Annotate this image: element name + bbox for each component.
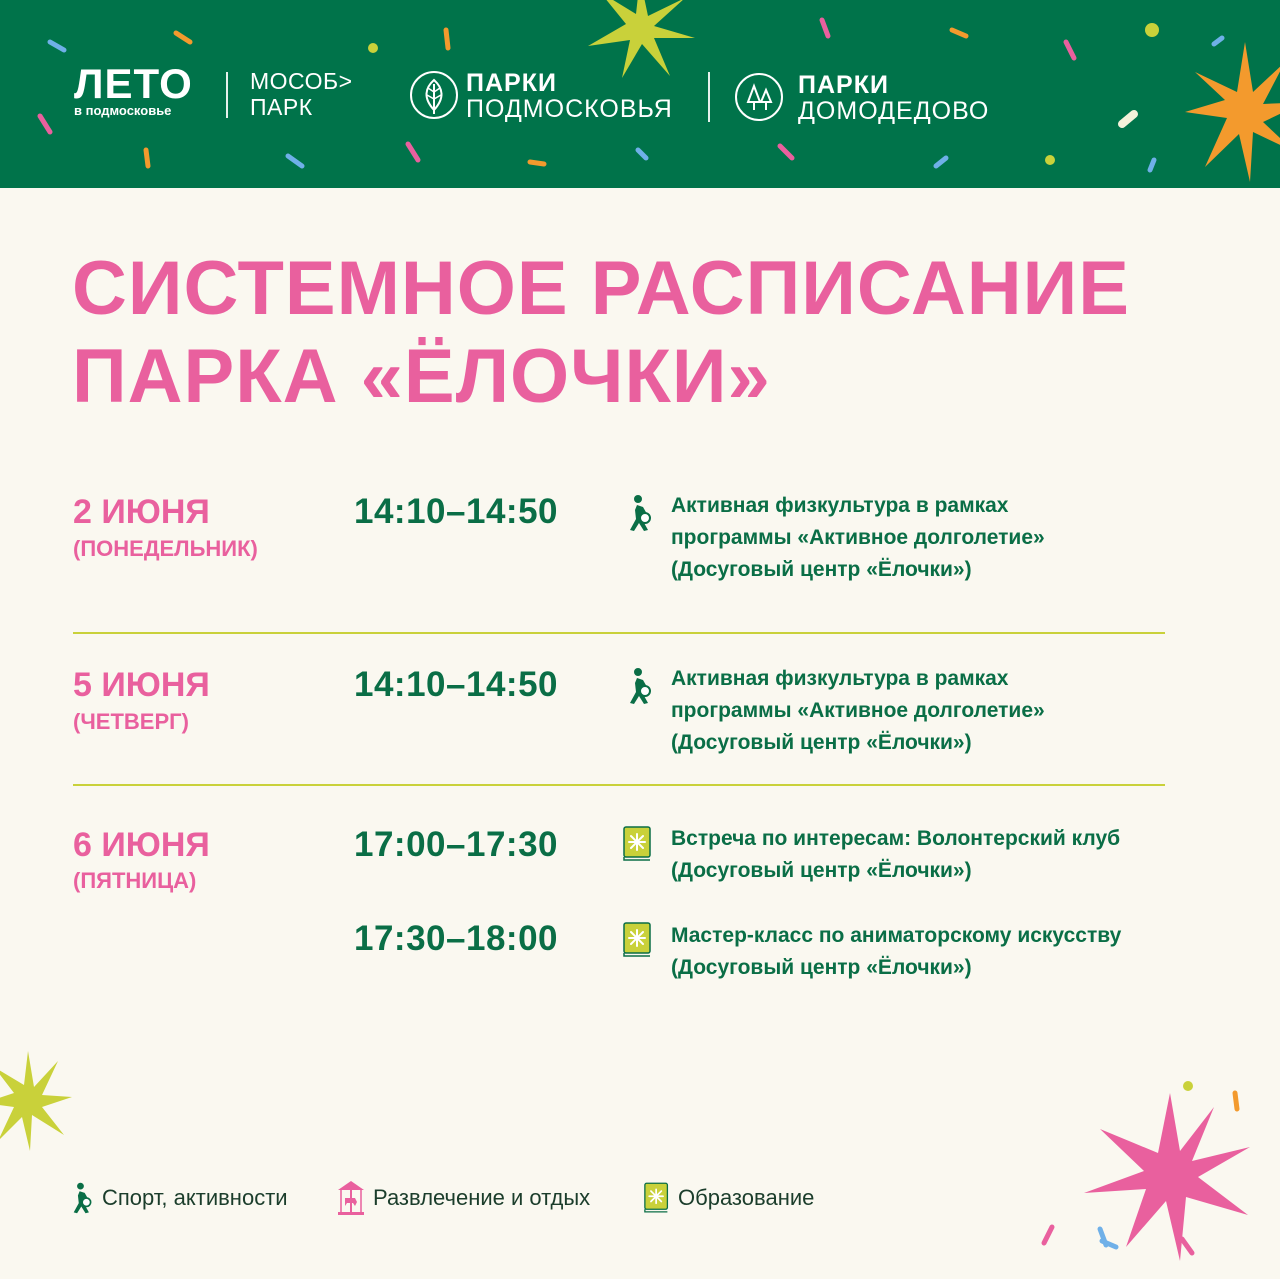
event-line: программы «Активное долголетие»	[671, 699, 1045, 722]
legend-label: Спорт, активности	[102, 1185, 288, 1210]
event-line: (Досуговый центр «Ёлочки»)	[671, 558, 972, 581]
event-time: 14:10–14:50	[354, 492, 558, 531]
logo-parki-line1: ПАРКИ	[798, 71, 889, 99]
event-description	[671, 490, 1191, 586]
logo-mosobpark-line1: МОСОБ>	[250, 68, 353, 94]
legend-item-education	[644, 1180, 814, 1216]
event-time: 17:30–18:00	[354, 919, 558, 958]
logo-parki-line2: ДОМОДЕДОВО	[798, 97, 990, 125]
event-line: программы «Активное долголетие»	[671, 526, 1045, 549]
logo-separator	[226, 72, 228, 118]
page-title-line1: СИСТЕМНОЕ РАСПИСАНИЕ	[72, 246, 1130, 331]
logo-leto-title: ЛЕТО	[74, 60, 193, 107]
event-description	[671, 663, 1191, 759]
lime-star-decoration	[0, 1046, 80, 1156]
event-line: (Досуговый центр «Ёлочки»)	[671, 859, 972, 882]
schedule-weekday: (ПЯТНИЦА)	[73, 868, 197, 893]
logo-parki-line1: ПАРКИ	[466, 69, 557, 97]
schedule-weekday: (ЧЕТВЕРГ)	[73, 709, 189, 734]
sport-icon	[628, 667, 654, 705]
legend-label: Развлечение и отдых	[373, 1185, 591, 1210]
sport-icon	[628, 494, 654, 532]
event-time: 17:00–17:30	[354, 825, 558, 864]
event-line: Активная физкультура в рамках	[671, 667, 1009, 690]
schedule-date: 2 ИЮНЯ	[73, 493, 210, 531]
event-description	[671, 823, 1191, 887]
event-description	[671, 920, 1191, 984]
logo-parki-podmoskovya	[466, 70, 673, 122]
header-banner	[0, 0, 1280, 188]
schedule-date: 6 ИЮНЯ	[73, 826, 210, 864]
event-line: (Досуговый центр «Ёлочки»)	[671, 731, 972, 754]
education-book-icon	[644, 1182, 670, 1214]
event-line: Встреча по интересам: Волонтерский клуб	[671, 827, 1121, 850]
logo-leto-subtitle: в подмосковье	[74, 103, 172, 118]
row-divider	[73, 784, 1165, 786]
logo-separator	[708, 72, 710, 122]
row-divider	[73, 632, 1165, 634]
legend-item-sport	[72, 1180, 288, 1216]
logo-mosobpark-line2: ПАРК	[250, 94, 313, 120]
event-line: Мастер-класс по аниматорскому искусству	[671, 924, 1122, 947]
confetti-decoration	[1030, 1219, 1230, 1279]
carousel-icon	[337, 1180, 365, 1216]
education-book-icon	[623, 826, 653, 862]
education-book-icon	[623, 922, 653, 958]
event-time: 14:10–14:50	[354, 665, 558, 704]
logo-mosobpark	[250, 68, 353, 120]
event-line: Активная физкультура в рамках	[671, 494, 1009, 517]
logo-leto	[74, 60, 193, 118]
sport-icon	[72, 1180, 94, 1216]
logo-parki-domodedovo	[798, 72, 989, 124]
logo-parki-line2: ПОДМОСКОВЬЯ	[466, 95, 673, 123]
legend-item-entertainment	[337, 1180, 590, 1216]
legend-label: Образование	[678, 1185, 815, 1210]
event-line: (Досуговый центр «Ёлочки»)	[671, 956, 972, 979]
forest-logo-icon	[734, 72, 784, 122]
page-title-line2: ПАРКА «ЁЛОЧКИ»	[72, 334, 771, 419]
schedule-weekday: (ПОНЕДЕЛЬНИК)	[73, 536, 258, 561]
page-title	[72, 245, 1222, 421]
leaf-logo-icon	[409, 70, 459, 120]
schedule-date: 5 ИЮНЯ	[73, 666, 210, 704]
